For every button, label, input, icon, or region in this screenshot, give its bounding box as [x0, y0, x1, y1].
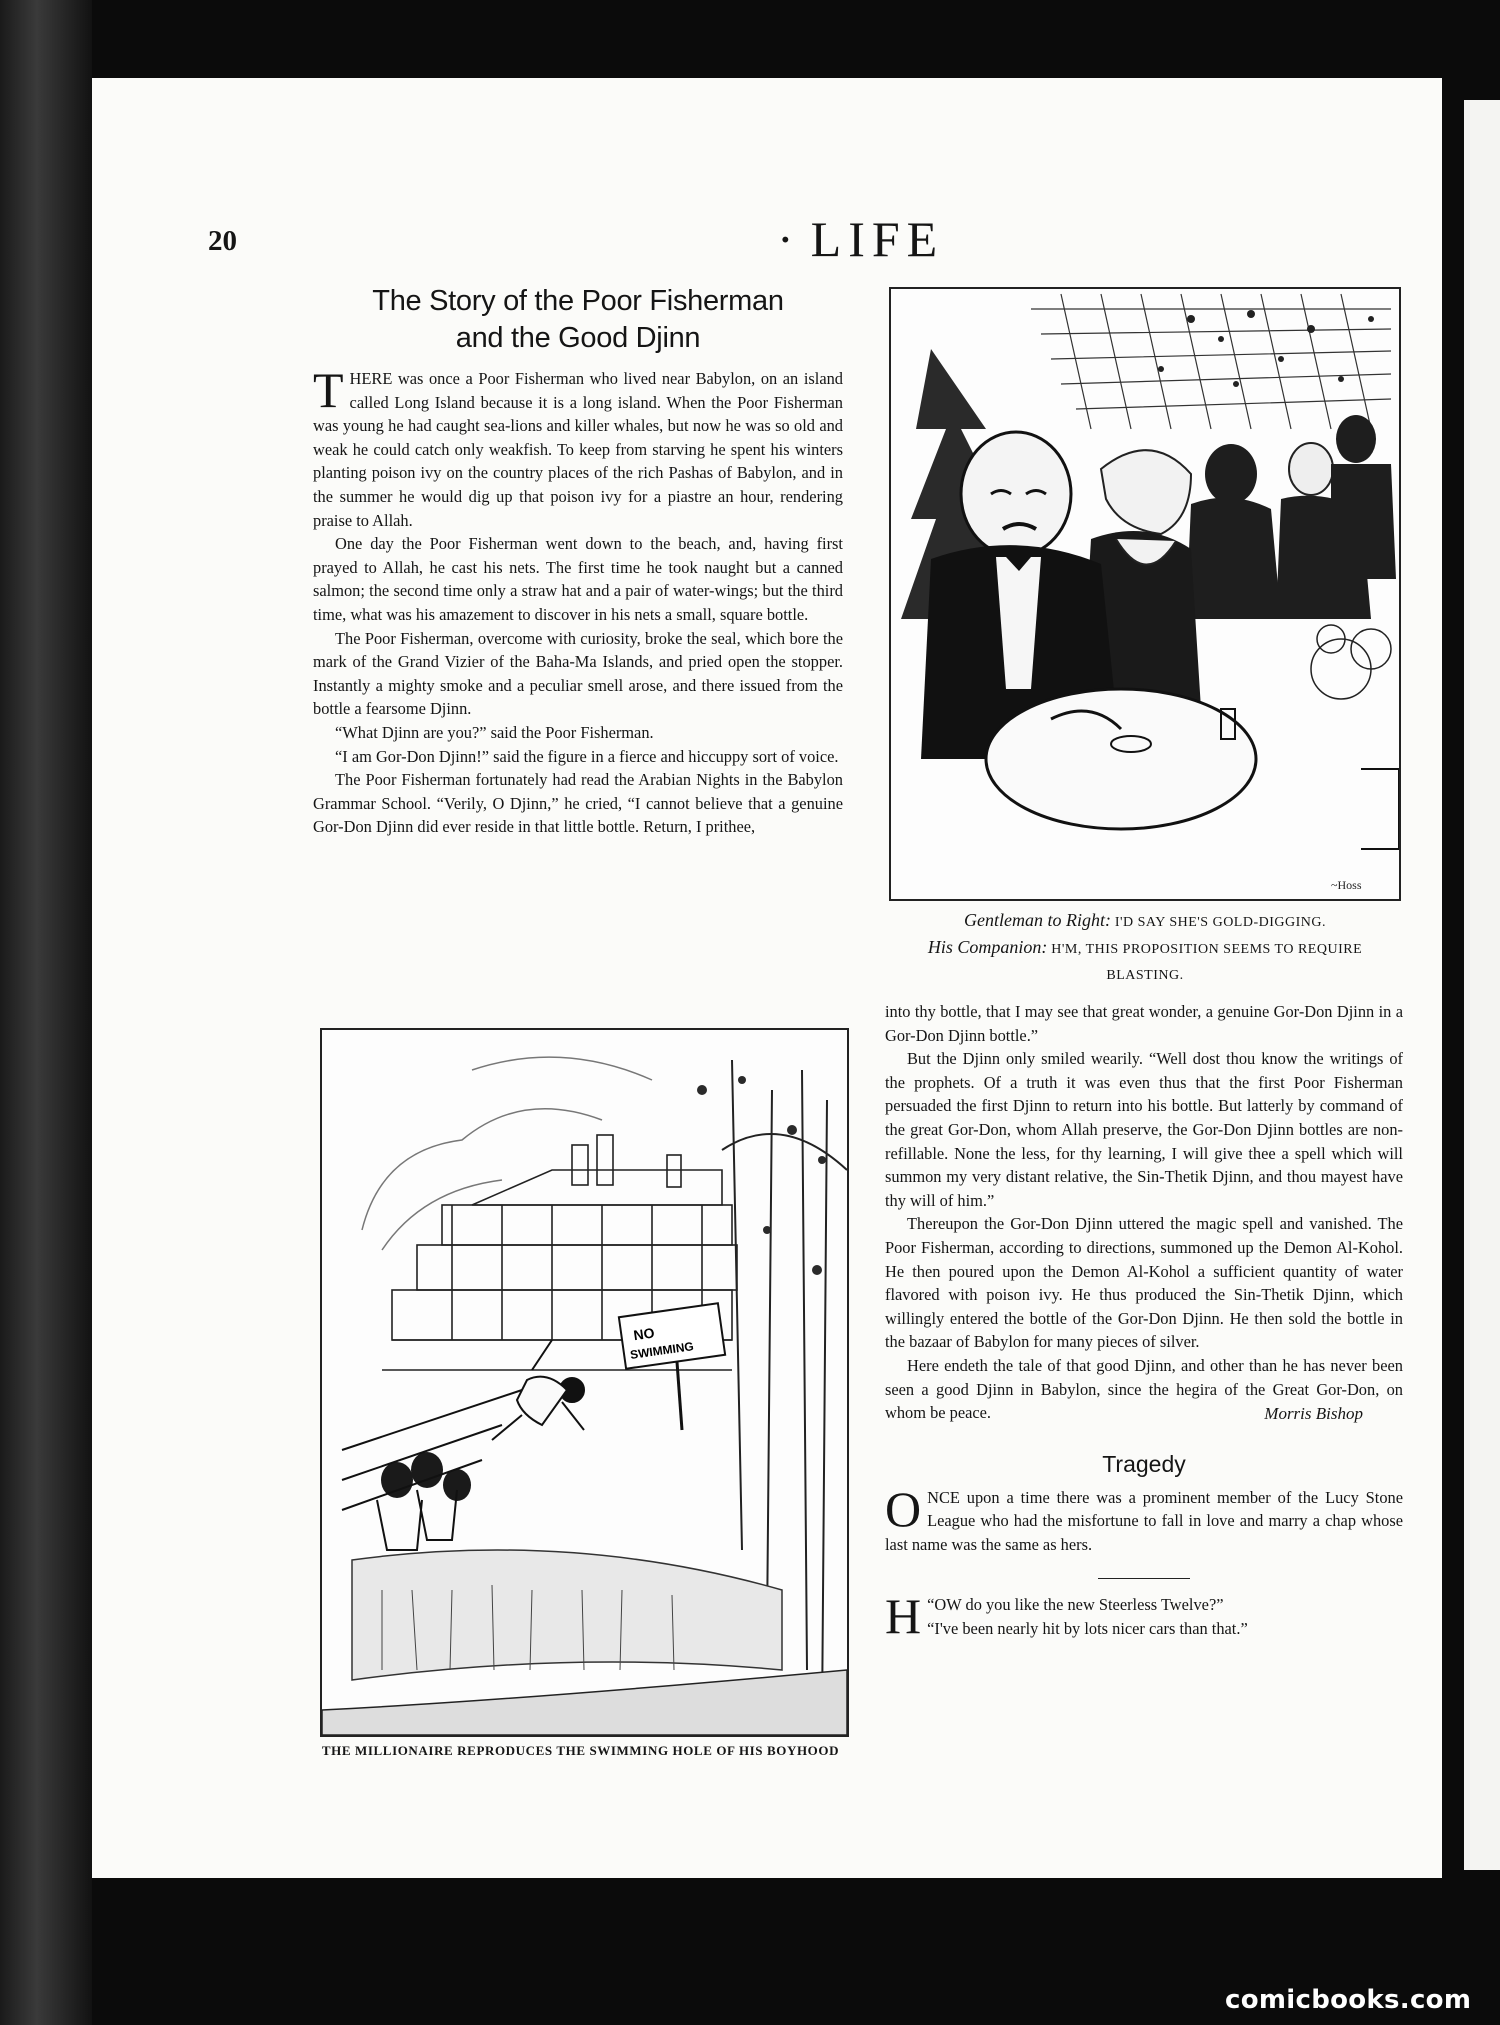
tragedy-paragraph-text: NCE upon a time there was a prominent member of the Lucy Stone League who had the misfortune to fall in love and marry a chap whose last name was the same as hers. — [885, 1487, 1403, 1554]
story-byline: Morris Bishop — [1264, 1403, 1363, 1423]
dropcap-t: T — [313, 362, 344, 418]
caption-line-companion: H'M, THIS PROPOSITION SEEMS TO REQUIRE BLASTING. — [1051, 942, 1363, 983]
story-paragraph-10: Here endeth the tale of that good Djinn, and other than he has never been seen a good Djinn in Babylon, since the hegira of the Great Gor-Don, on whom be peace. — [885, 1355, 1403, 1423]
cartoon-swimming-hole-illustration — [320, 1028, 849, 1737]
title-dot: · — [777, 211, 801, 267]
story-column — [313, 283, 843, 839]
story-paragraph-9: Thereupon the Gor-Don Djinn uttered the magic spell and vanished. The Poor Fisherman, according to directions, summoned up the Demon Al-Kohol. He then poured upon the Demon Al-Kohol a sufficient quantity of water flavored with poison ivy. He thus produced the Sin-Thetik Djinn, which willingly entered the bottle of the Gor-Don Djinn. He then sold the bottle in the bazaar of Babylon for many pieces of silver. — [885, 1214, 1403, 1352]
story-paragraph-6: The Poor Fisherman fortunately had read the Arabian Nights in the Babylon Grammar School. “Verily, O Djinn,” he cried, “I cannot believe that a genuine Gor-Don Djinn did ever reside in that little bottle. Return, I prithee, — [313, 770, 843, 837]
cartoon-bottom-caption: THE MILLIONAIRE REPRODUCES THE SWIMMING HOLE OF HIS BOYHOOD — [321, 1743, 840, 1758]
story-continuation-column — [885, 1000, 1403, 1645]
story-paragraph-1-text: HERE was once a Poor Fisherman who lived near Babylon, on an island called Long Island because it is a long island. When the Poor Fisherman was young he had caught sea-lions and killer whales, but now he was so old and weak he could catch only weakfish. To keep from starving he spent his winters planting poison ivy on the country places of the rich Pashas of Babylon, and in the summer he would dig up that poison ivy for a piastre an hour, rendering praise to Allah. — [313, 369, 843, 530]
caption-speaker-gentleman: Gentleman to Right: — [963, 910, 1111, 930]
joke-line-1: OW do you like the new Steerless Twelve?” — [934, 1595, 1224, 1615]
dropcap-h: H — [885, 1588, 922, 1645]
joke-paragraph — [885, 1588, 1403, 1645]
cartoon-top-caption — [889, 908, 1401, 988]
story-paragraph-7: into thy bottle, that I may see that great wonder, a genuine Gor-Don Djinn in a Gor-Don Djinn bottle.” — [885, 1002, 1403, 1045]
tragedy-title: Tragedy — [1102, 1450, 1186, 1477]
watermark-text: comicbooks.com — [1225, 1985, 1472, 2015]
restaurant-drawing — [891, 289, 1399, 899]
story-paragraph-4: “What Djinn are you?” said the Poor Fisherman. — [335, 722, 654, 742]
caption-line-gentleman: I'D SAY SHE'S GOLD-DIGGING. — [1114, 915, 1327, 930]
sign-text-no: NO — [632, 1324, 656, 1344]
sign-text-swimming: SWIMMING — [629, 1339, 695, 1362]
swimming-hole-drawing — [322, 1030, 847, 1735]
cartoon-restaurant-illustration — [889, 287, 1401, 901]
tragedy-paragraph — [885, 1480, 1403, 1557]
story-paragraph-8: But the Djinn only smiled wearily. “Well dost thou know the writings of the prophets. Of a truth it was even thus that the first Poor Fisherman persuaded the first Djinn to return into his bottle. But latterly by command of the great Gor-Don, whom Allah preserve, the Gor-Don Djinn bottles are non-refillable. None the less, for thy learning, I will give thee a spell which will summon my very distant relative, the Sin-Thetik Djinn, and thou mayest have thy will of him.” — [885, 1049, 1403, 1210]
next-page-edge — [1464, 100, 1500, 1870]
caption-speaker-companion: His Companion: — [927, 937, 1048, 957]
joke-open-quote: “ — [927, 1595, 935, 1615]
svg-text:~Hoss: ~Hoss — [1331, 878, 1362, 892]
story-paragraph-3: The Poor Fisherman, overcome with curiosity, broke the seal, which bore the mark of the Grand Vizier of the Baha-Ma Islands, and pried open the stopper. Instantly a mighty smoke and a peculiar smell arose, and there issued from the bottle a fearsome Djinn. — [313, 628, 843, 719]
story-paragraph-1 — [313, 362, 843, 532]
magazine-title — [777, 210, 944, 268]
dropcap-o: O — [885, 1480, 922, 1537]
magazine-name: LIFE — [810, 211, 945, 267]
story-title-line2: and the Good Djinn — [455, 322, 701, 354]
section-divider — [1098, 1578, 1190, 1579]
story-paragraph-2: One day the Poor Fisherman went down to the beach, and, having first prayed to Allah, he cast his nets. The first time he took naught but a canned salmon; the second time only a straw hat and a pair of water-wings; but the third time, what was his amazement to discover in his nets a small, square bottle. — [313, 534, 843, 624]
story-paragraph-5: “I am Gor-Don Djinn!” said the figure in a fierce and hiccuppy sort of voice. — [335, 746, 839, 766]
book-spine-left — [0, 0, 92, 2025]
story-title-line1: The Story of the Poor Fisherman — [372, 285, 784, 317]
story-title — [313, 283, 843, 357]
page-number: 20 — [208, 225, 237, 257]
joke-line-2: “I've been nearly hit by lots nicer cars than that.” — [927, 1619, 1248, 1639]
